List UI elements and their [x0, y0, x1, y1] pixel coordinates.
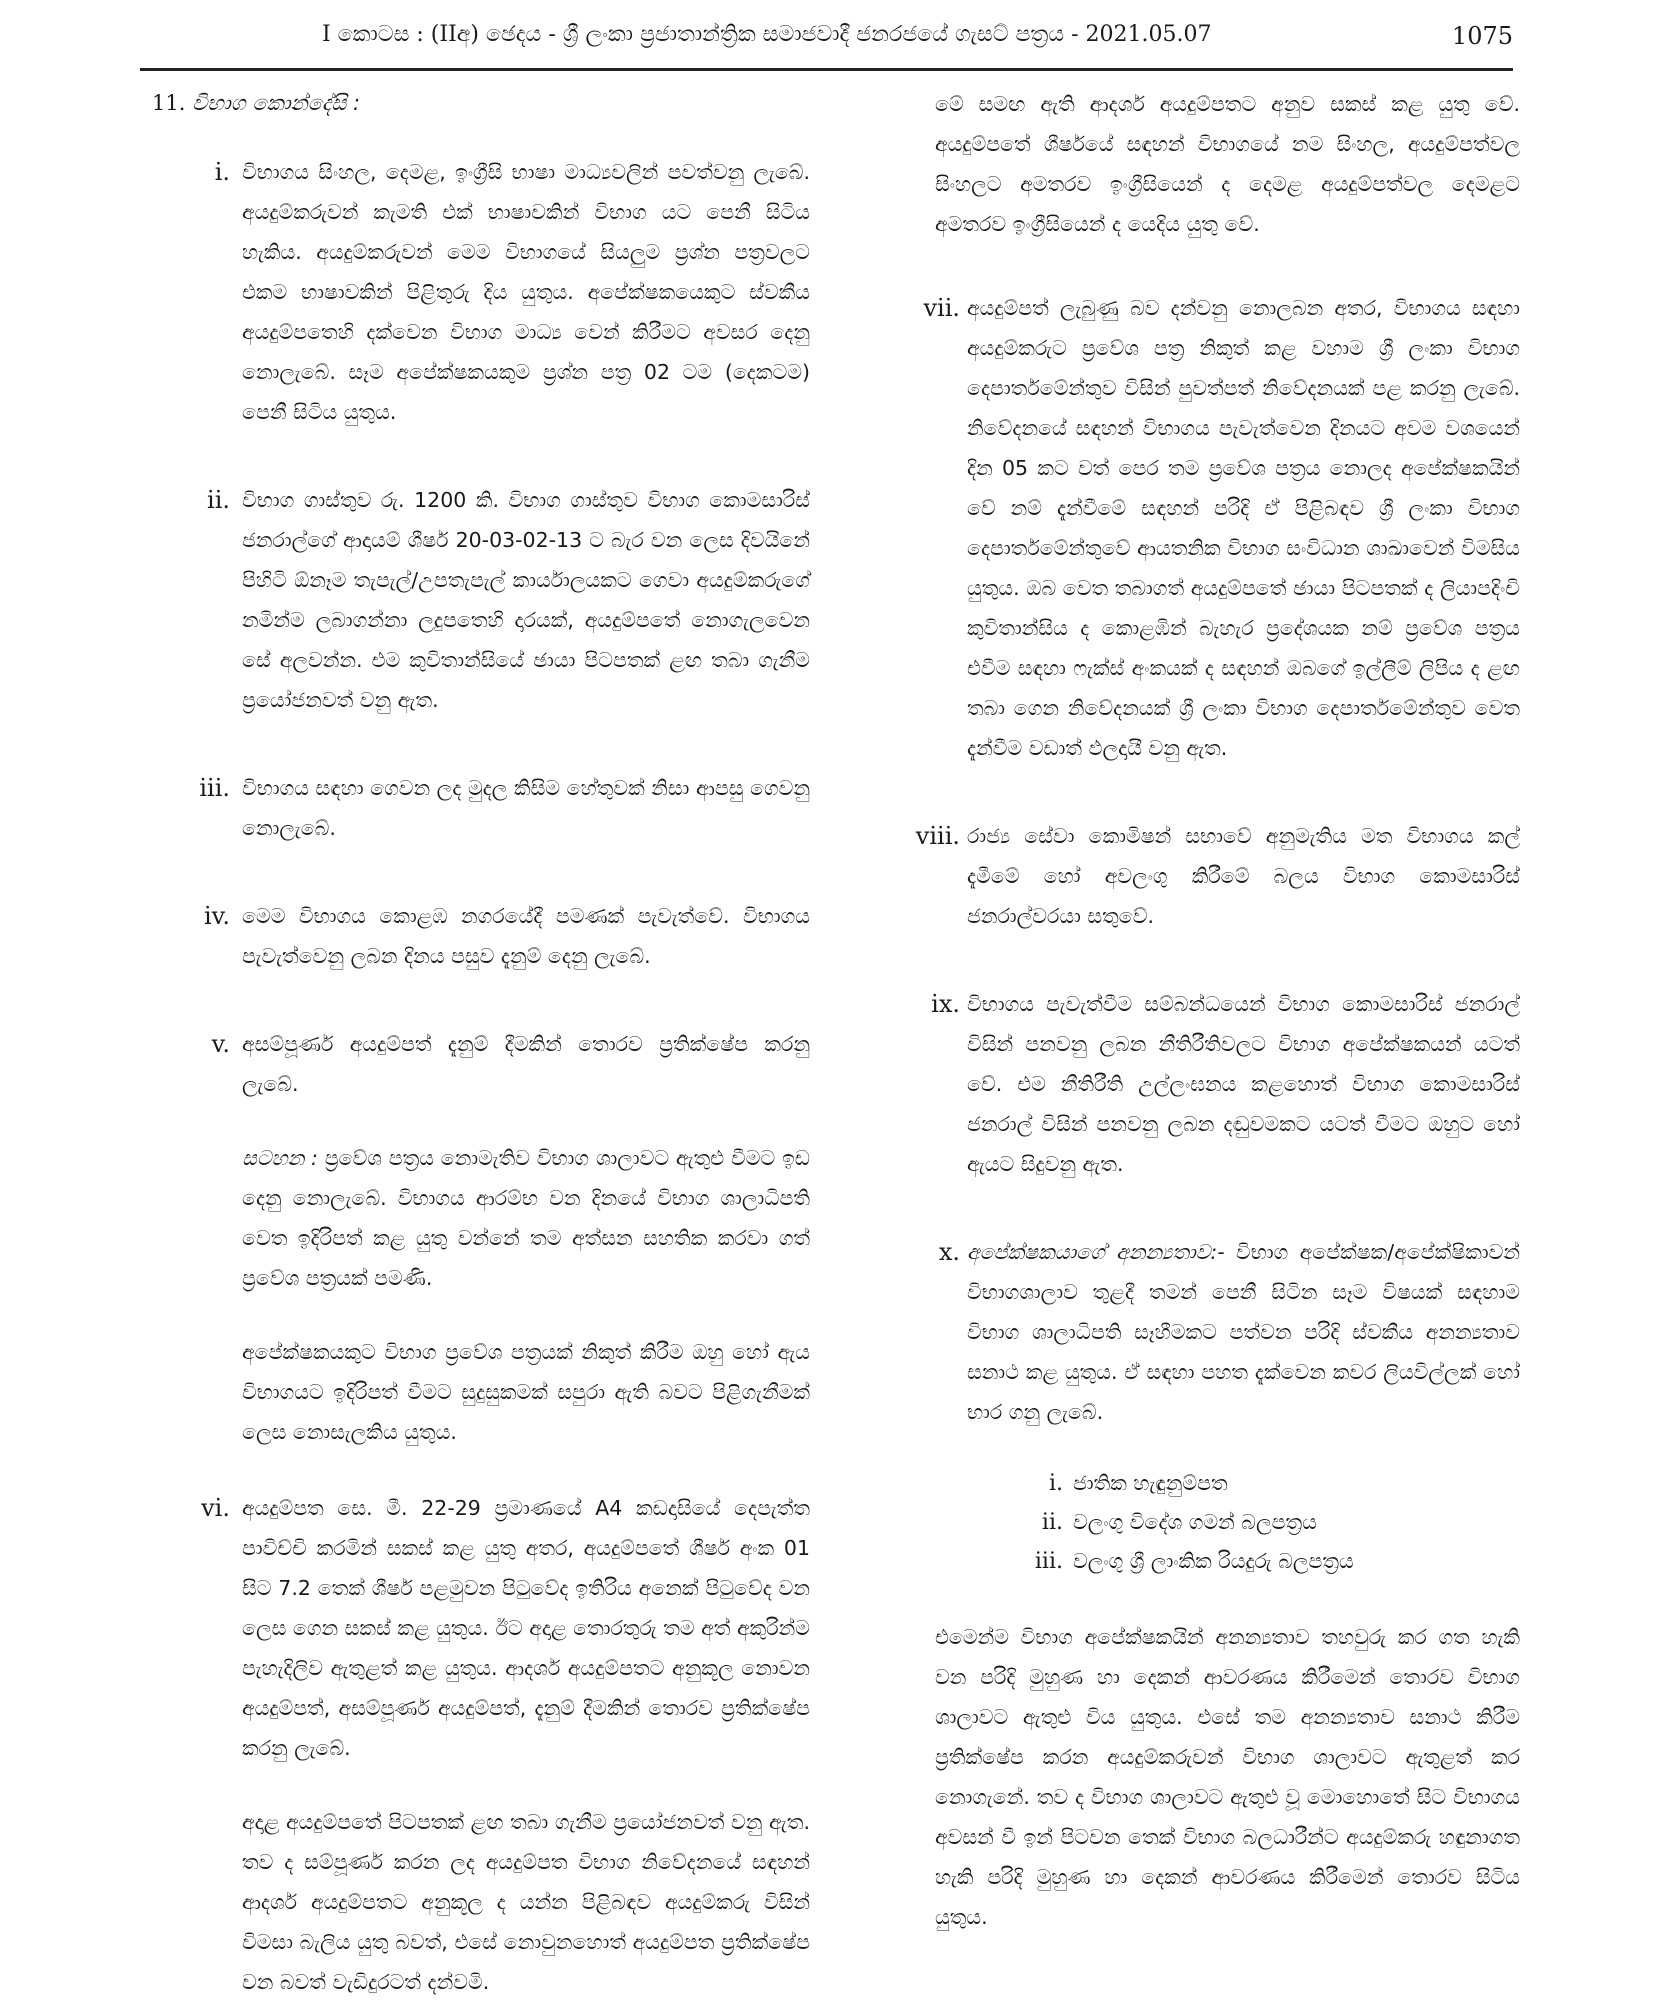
condition-number: iv.: [203, 902, 230, 930]
list-item-text: ජාතික හැඳුනුම්පත: [1073, 1471, 1228, 1495]
condition-viii: [905, 816, 1520, 936]
paragraph: අපේක්ෂකයකුට විභාග ප්‍රවේශ පත්‍රයක් නිකුත් කිරීම ඔහු හෝ ඇය විභාගයට ඉදිරිපත් වීමට සුදුසුකමක් සපුරා ඇති බවට පිළිගැනීමක් ලෙස නොසැලකිය යුතුය.: [242, 1340, 810, 1444]
condition-text: මෙම විභාගය කොළඹ නගරයේදී පමණක් පැවැත්වේ. විභාගය පැවැත්වෙනු ලබන දිනය පසුව දැනුම් දෙනු ලැබේ.: [242, 904, 810, 968]
list-item-text: වලංගු ශ්‍රී ලාංකික රියදුරු බලපත්‍රය: [1073, 1549, 1354, 1573]
condition-number: viii.: [915, 822, 960, 850]
condition-text: විභාග ගාස්තුව රු. 1200 කි. විභාග ගාස්තුව විභාග කොමසාරිස් ජනරාල්ගේ ආදායම් ශීර්ෂ 20-03-02-13 ට බැර වන ලෙස දිවයිනේ පිහිටි ඕනෑම තැපැල්/උපතැපැල් කාර්යාලයකට ගෙවා අයදුම්කරුගේ නමින්ම ලබාගන්නා ලදුපතෙහි දාරයක්, අයදුම්පතේ නොගැලවෙන සේ අලවන්න. එම කුවිතාන්සියේ ඡායා පිටපතක් ළඟ තබා ගැනීම ප්‍රයෝජනවත් වනු ඇත.: [242, 488, 810, 712]
list-item-number: ii.: [1041, 1510, 1063, 1535]
condition-number: x.: [938, 1238, 960, 1266]
paragraph: අදාළ අයදුම්පතේ පිටපතක් ළඟ තබා ගැනීම ප්‍රයෝජනවත් වනු ඇත. තව ද සම්පූර්ණ කරන ලද අයදුම්පත විභාග නිවේදනයේ සඳහන් ආදර්ශ අයදුම්පතට අනුකූල ද යන්න පිළිබඳව අයදුම්කරු විසින් විමසා බැලිය යුතු බවත්, එසේ නොවුනහොත් අයදුම්පත ප්‍රතික්ෂේප වන බවත් වැඩිදුරටත් දන්වමි.: [242, 1810, 810, 1994]
gazette-header: [0, 0, 1653, 70]
list-item-number: i.: [1048, 1471, 1063, 1496]
condition-text: රාජ්‍ය සේවා කොමිෂන් සභාවේ අනුමැතිය මත විභාගය කල් දැමීමේ හෝ අවලංගු කිරීමේ බලය විභාග කොමසාරිස් ජනරාල්වරයා සතුවේ.: [967, 824, 1520, 928]
section-number: 11.: [152, 91, 186, 115]
condition-text: විභාගය සිංහල, දෙමළ, ඉංග්‍රීසි භාෂා මාධ්‍යවලින් පවත්වනු ලැබේ. අයදුම්කරුවන් කැමති එක් භාෂාවකින් විභාග යට පෙනී සිටිය හැකිය. අයදුම්කරුවන් මෙම විභාගයේ සියලුම ප්‍රශ්න පත්‍රවලට එකම භාෂාවකින් පිළිතුරු දිය යුතුය. අපේක්ෂකයෙකුට ස්වකීය අයදුම්පතෙහි දක්වෙන විභාග මාධ්‍ය වෙන් කිරීමට අවසර දෙනු නොලැබේ. සෑම අපේක්ෂකයකුම ප්‍රශ්න පත්‍ර 02 ටම (දෙකටම) පෙනී සිටිය යුතුය.: [242, 160, 810, 424]
condition-number: vi.: [201, 1494, 230, 1522]
condition-ii: [140, 480, 810, 720]
list-item: [1005, 1464, 1520, 1503]
list-item: [1005, 1503, 1520, 1542]
condition-number: ix.: [931, 990, 960, 1018]
left-column: [140, 84, 810, 2002]
condition-number: vii.: [923, 294, 960, 322]
note-text: ප්‍රවේශ පත්‍රය නොමැතිව විභාග ශාලාවට ඇතුළු වීමට ඉඩ දෙනු නොලැබේ. විභාගය ආරම්භ වන දිනයේ විභාග ශාලාධිපති වෙත ඉදිරිපත් කළ යුතු වන්නේ තම අත්සන සහතික කරවා ගත් ප්‍රවේශ පත්‍රයක් පමණි.: [242, 1146, 810, 1290]
condition-v: [140, 1024, 810, 1104]
section-title: විභාග කොන්දේසි :: [192, 91, 361, 115]
page-number: 1075: [1451, 22, 1513, 50]
paragraph: එමෙන්ම විභාග අපේක්ෂකයින් අනන්‍යතාව තහවුරු කර ගත හැකි වන පරිදි මුහුණ හා දෙකන් ආවරණය කිරීමෙන් තොරව විභාග ශාලාවට ඇතුළු විය යුතුය. එසේ තම අනන්‍යතාව සනාථ කිරීම ප්‍රතික්ෂේප කරන අයදුම්කරුවන් විභාග ශාලාවට ඇතුළත් කර නොගැනේ. තව ද විභාග ශාලාවට ඇතුළු වූ මොහොතේ සිට විභාගය අවසන් වී ඉන් පිටවන තෙක් විභාග බලධාරීන්ට අයදුම්කරු හඳුනාගත හැකි පරිදි මුහුණ හා දෙකන් ආවරණය කිරීමෙන් තොරව සිටිය යුතුය.: [935, 1625, 1520, 1929]
condition-text: විභාගය පැවැත්වීම සම්බන්ධයෙන් විභාග කොමසාරිස් ජනරාල් විසින් පනවනු ලබන නීතිරීතිවලට විභාග අපේක්ෂකයන් යටත් වේ. එම නීතිරීති උල්ලංඝනය කළහොත් විභාග කොමසාරිස් ජනරාල් විසින් පනවනු ලබන දඬුවමකට යටත් වීමට ඔහුට හෝ ඇයට සිදුවනු ඇත.: [967, 992, 1520, 1176]
section-heading: [152, 84, 810, 122]
list-item-number: iii.: [1034, 1549, 1063, 1574]
right-column: [905, 84, 1520, 1937]
header-rule: [140, 68, 1513, 71]
condition-i: [140, 152, 810, 432]
note-label: සටහන :: [242, 1146, 318, 1170]
condition-iii: [140, 768, 810, 848]
condition-iv: [140, 896, 810, 976]
condition-text: අයදුම්පත සෙ. මී. 22-29 ප්‍රමාණයේ A4 කඩදාසියේ දෙපැත්ත පාවිච්චි කරමින් සකස් කළ යුතු අතර, අයදුම්පතේ ශීර්ෂ අංක 01 සිට 7.2 තෙක් ශීර්ෂ පළමුවන පිටුවේද ඉතිරිය අනෙක් පිටුවේද වන ලෙස ගෙන සකස් කළ යුතුය. ඊට අදාළ තොරතුරු තම අත් අකුරින්ම පැහැදිලිව ඇතුළත් කළ යුතුය. ආදර්ශ අයදුම්පතට අනුකූල නොවන අයදුම්පත්, අසම්පූර්ණ අයදුම්පත්, දැනුම් දීමකින් තොරව ප්‍රතික්ෂේප කරනු ලැබේ.: [242, 1496, 810, 1760]
list-item: [1005, 1542, 1520, 1581]
condition-ix: [905, 984, 1520, 1184]
continued-paragraph: මේ සමඟ ඇති ආදර්ශ අයදුම්පතට අනුව සකස් කළ යුතු වේ. අයදුම්පතේ ශීර්ෂයේ සඳහන් විභාගයේ නම සිංහල, අයදුම්පත්වල සිංහලට අමතරව ඉංග්‍රීසියෙන් ද දෙමළ අයදුම්පත්වල දෙමළට අමතරව ඉංග්‍රීසියෙන් ද යෙදිය යුතු වේ.: [935, 92, 1520, 236]
condition-vii: [905, 288, 1520, 768]
identity-label: අපේක්ෂකයාගේ අනන්‍යතාව:-: [967, 1240, 1225, 1264]
list-item-text: වලංගු විදේශ ගමන් බලපත්‍රය: [1073, 1510, 1317, 1534]
condition-text: [967, 1232, 1520, 1432]
condition-text: අසම්පූර්ණ අයදුම්පත් දැනුම් දීමකින් තොරව ප්‍රතික්ෂේප කරනු ලැබේ.: [242, 1032, 810, 1096]
condition-text: අයදුම්පත් ලැබුණු බව දන්වනු නොලබන අතර, විභාගය සඳහා අයදුම්කරුට ප්‍රවේශ පත්‍ර නිකුත් කළ වහාම ශ්‍රී ලංකා විභාග දෙපාර්තමේන්තුව විසින් පුවත්පත් නිවේදනයක් පළ කරනු ලැබේ. නිවේදනයේ සඳහන් විභාගය පැවැත්වෙන දිනයට අවම වශයෙන් දින 05 කට වත් පෙර තම ප්‍රවේශ පත්‍රය නොලද අපේක්ෂකයින් වේ නම් දැන්වීමේ සඳහන් පරිදි ඒ පිළිබඳව ශ්‍රී ලංකා විභාග දෙපාර්තමේන්තුවේ ආයතනික විභාග සංවිධාන ශාඛාවෙන් විමසිය යුතුය. ඔබ වෙත තබාගත් අයදුම්පතේ ඡායා පිටපතක් ද ලියාපදිංචි කුවිතාන්සිය ද කොළඹින් බැහැර ප්‍රදේශයක නම් ප්‍රවේශ පත්‍රය එවීම සඳහා ෆැක්ස් අංකයක් ද සඳහන් ඔබගේ ඉල්ලීම් ලිපිය ද ළඟ තබා ගෙන නිවේදනයක් ශ්‍රී ලංකා විභාග දෙපාර්තමේන්තුව වෙත දැන්වීම වඩාත් ඵලදායී වනු ඇත.: [967, 296, 1520, 760]
condition-vi: [140, 1488, 810, 1768]
header-title: I කොටස : (IIඅ) ඡෙදය - ශ්‍රී ලංකා ප්‍රජාතාන්ත්‍රික සමාජවාදී ජනරජයේ ගැසට් පත්‍රය - 2021.05.07: [322, 22, 1212, 47]
condition-number: iii.: [199, 774, 230, 802]
condition-number: ii.: [207, 486, 230, 514]
condition-number: i.: [214, 158, 230, 186]
note-paragraph: [242, 1138, 810, 1298]
condition-x: [905, 1232, 1520, 1432]
identity-document-list: [1005, 1464, 1520, 1581]
identity-text: විභාග අපේක්ෂක/අපේක්ෂිකාවන් විභාගශාලාව තුළදී තමන් පෙනී සිටින සෑම විෂයක් සඳහාම විභාග ශාලාධිපති සෑහීමකට පත්වන පරිදි ස්වකීය අනන්‍යතාව සනාථ කළ යුතුය. ඒ සඳහා පහත දැක්වෙන කවර ලියවිල්ලක් හෝ භාර ගනු ලැබේ.: [967, 1240, 1520, 1424]
condition-number: v.: [211, 1030, 230, 1058]
condition-text: විභාගය සඳහා ගෙවන ලද මුදල කිසිම හේතුවක් නිසා ආපසු ගෙවනු නොලැබේ.: [242, 776, 810, 840]
